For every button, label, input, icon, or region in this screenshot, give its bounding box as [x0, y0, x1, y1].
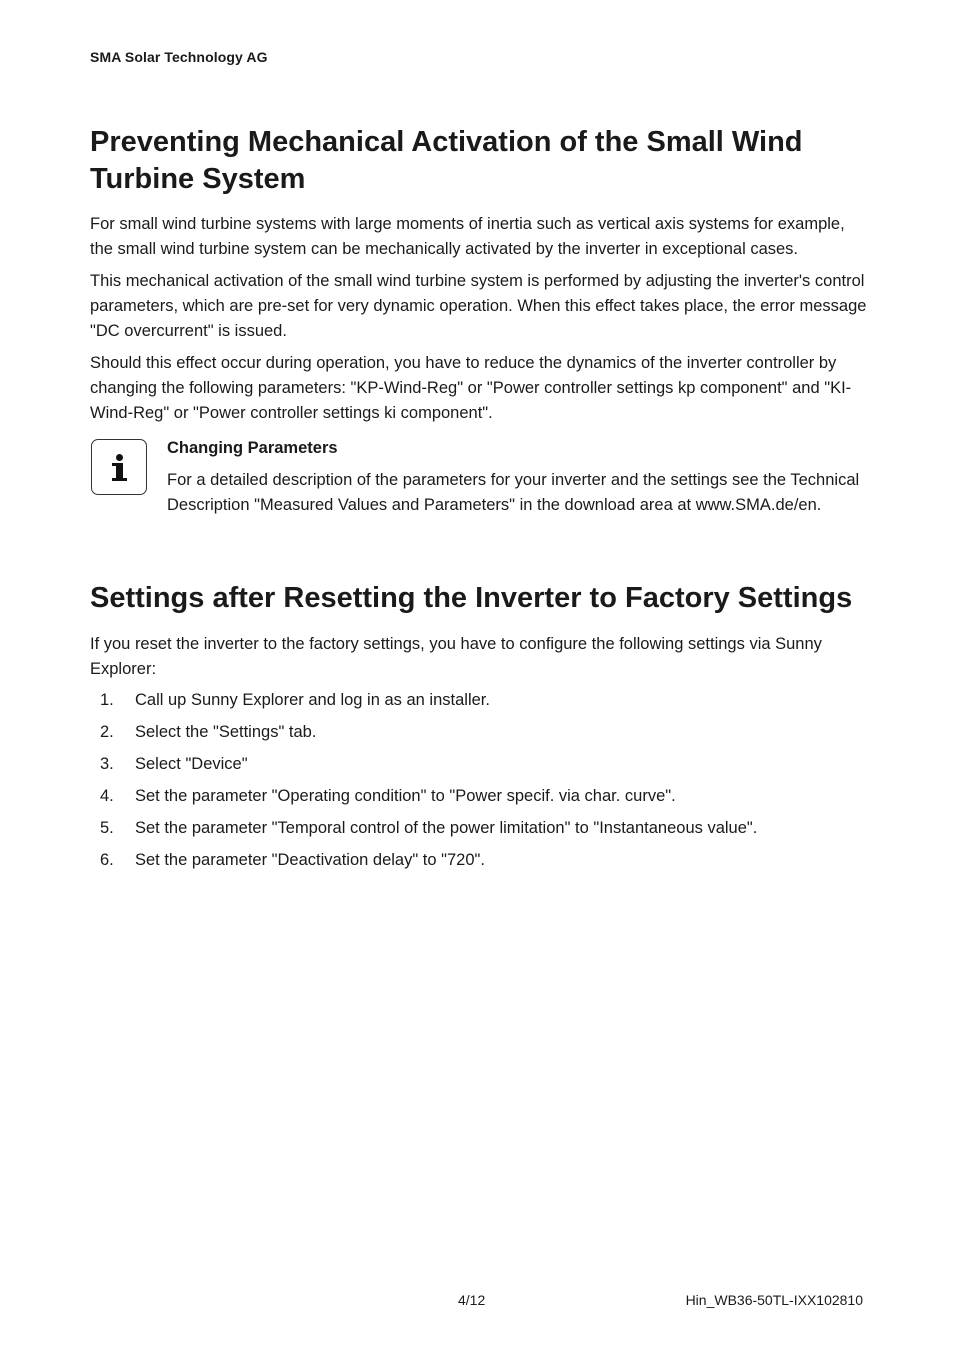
section-intro: If you reset the inverter to the factory settings, you have to configure the following settings via Sunny Explorer: — [90, 635, 822, 678]
step-number: 2. — [100, 723, 114, 741]
step-number: 3. — [100, 755, 114, 773]
company-name: SMA Solar Technology AG — [90, 49, 268, 65]
list-item — [90, 784, 870, 816]
paragraph: Should this effect occur during operation, you have to reduce the dynamics of the inverter controller by changing the following parameters: "KP-Wind-Reg" or "Power controller settings kp component" and "KI-Wind-Reg" or "Power controller settings ki component". — [90, 354, 852, 422]
steps-list — [90, 688, 870, 880]
list-item — [90, 848, 870, 880]
step-text: Select "Device" — [135, 755, 248, 773]
step-text: Set the parameter "Temporal control of the power limitation" to "Instantaneous value". — [135, 819, 758, 837]
page-number: 4/12 — [458, 1292, 486, 1308]
note-title: Changing Parameters — [167, 439, 338, 457]
section-title-mechanical-activation: Preventing Mechanical Activation of the Small Wind Turbine System — [90, 126, 803, 195]
info-icon — [91, 439, 147, 495]
step-text: Call up Sunny Explorer and log in as an installer. — [135, 691, 490, 709]
list-item — [90, 752, 870, 784]
list-item — [90, 720, 870, 752]
step-text: Set the parameter "Operating condition" to "Power specif. via char. curve". — [135, 787, 676, 805]
step-number: 1. — [100, 691, 114, 709]
paragraph: This mechanical activation of the small wind turbine system is performed by adjusting the inverter's control parameters, which are pre-set for very dynamic operation. When this effect takes place, the error message "DC overcurrent" is issued. — [90, 272, 867, 340]
document-id: Hin_WB36-50TL-IXX102810 — [685, 1292, 863, 1308]
step-text: Set the parameter "Deactivation delay" to "720". — [135, 851, 485, 869]
paragraph: For small wind turbine systems with large moments of inertia such as vertical axis systems for example, the small wind turbine system can be mechanically activated by the inverter in exceptional cases. — [90, 215, 845, 258]
list-item — [90, 688, 870, 720]
step-number: 5. — [100, 819, 114, 837]
step-number: 6. — [100, 851, 114, 869]
section-title-factory-settings: Settings after Resetting the Inverter to Factory Settings — [90, 582, 853, 614]
step-text: Select the "Settings" tab. — [135, 723, 317, 741]
note-text: For a detailed description of the parameters for your inverter and the settings see the Technical Description "Measured Values and Parameters" in the download area at www.SMA.de/en. — [167, 471, 860, 514]
step-number: 4. — [100, 787, 114, 805]
list-item — [90, 816, 870, 848]
